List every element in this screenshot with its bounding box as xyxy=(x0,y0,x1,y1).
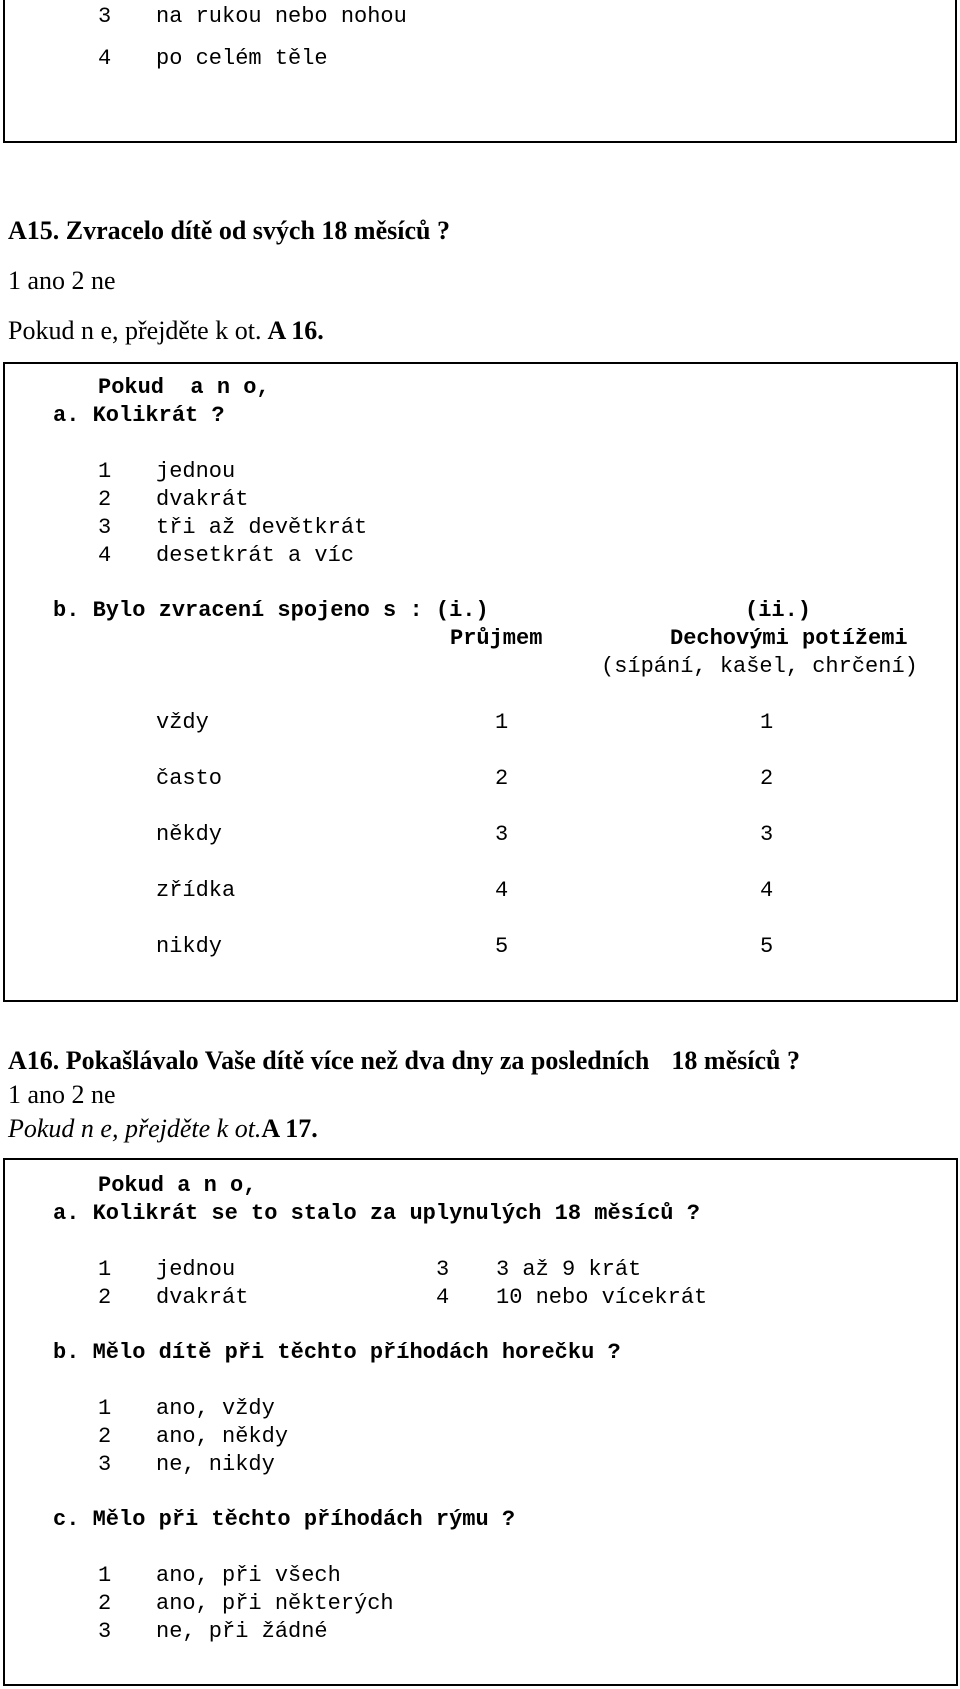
a15-qa-label: a. Kolikrát ? xyxy=(53,403,225,428)
a15-col-i-header: Průjmem xyxy=(450,626,543,651)
a15-col-ii-marker: (ii.) xyxy=(745,598,812,623)
frequency-row-label: vždy xyxy=(156,710,209,735)
frequency-row-col2: 5 xyxy=(760,934,774,959)
a16-qb-option-label: ano, vždy xyxy=(156,1396,275,1421)
a16-skip-instruction xyxy=(8,1116,318,1142)
a16-question xyxy=(8,1048,800,1074)
frequency-row-label: někdy xyxy=(156,822,223,847)
a16-question-text: A16. Pokašlávalo Vaše dítě více než dva dny za posledních xyxy=(8,1046,650,1075)
frequency-row-col1: 2 xyxy=(495,766,509,791)
a16-box-intro: Pokud a n o, xyxy=(98,1173,257,1198)
a16-skip-prefix: Pokud n e, přejděte k ot. xyxy=(8,1114,262,1143)
top-option-num: 4 xyxy=(98,46,112,71)
frequency-row-label: nikdy xyxy=(156,934,223,959)
a15-qa-option-num: 2 xyxy=(98,487,112,512)
a15-qa-option-num: 4 xyxy=(98,543,112,568)
a16-qc-option-num: 2 xyxy=(98,1591,112,1616)
a15-col-ii-header: Dechovými potížemi xyxy=(670,626,908,651)
a15-qa-option-label: desetkrát a víc xyxy=(156,543,355,568)
a15-col-ii-subheader: (sípání, kašel, chrčení) xyxy=(601,654,918,679)
a16-qa-label: a. Kolikrát se to stalo za uplynulých 18 měsíců ? xyxy=(53,1201,700,1226)
top-option-num: 3 xyxy=(98,4,112,29)
a16-qa-option-label: 10 nebo vícekrát xyxy=(496,1285,708,1310)
a16-qa-option-num: 3 xyxy=(436,1257,450,1282)
a16-qb-option-num: 3 xyxy=(98,1452,112,1477)
frequency-row-col2: 4 xyxy=(760,878,774,903)
a15-box-intro: Pokud a n o, xyxy=(98,375,270,400)
frequency-row-col1: 4 xyxy=(495,878,509,903)
a16-qb-option-label: ano, někdy xyxy=(156,1424,289,1449)
frequency-row-col1: 3 xyxy=(495,822,509,847)
frequency-row-col2: 2 xyxy=(760,766,774,791)
a15-qa-option-label: jednou xyxy=(156,459,236,484)
a16-qa-option-label: jednou xyxy=(156,1257,236,1282)
a16-qc-option-label: ne, při žádné xyxy=(156,1619,328,1644)
top-box-left-border xyxy=(3,0,5,143)
a15-qb-label: b. Bylo zvracení spojeno s : (i.) xyxy=(53,598,489,623)
a15-qa-option-label: tři až devětkrát xyxy=(156,515,368,540)
frequency-row-label: často xyxy=(156,766,223,791)
a16-question-tail: 18 měsíců ? xyxy=(671,1046,800,1075)
a16-qa-option-label: 3 až 9 krát xyxy=(496,1257,642,1282)
top-option-label: na rukou nebo nohou xyxy=(156,4,407,29)
a15-qa-option-label: dvakrát xyxy=(156,487,249,512)
a16-qb-option-num: 2 xyxy=(98,1424,112,1449)
a15-skip-target: A 16. xyxy=(267,316,324,345)
a16-qc-label: c. Mělo při těchto příhodách rýmu ? xyxy=(53,1507,516,1532)
top-box-right-border xyxy=(955,0,957,143)
frequency-row-col2: 1 xyxy=(760,710,774,735)
frequency-row-label: zřídka xyxy=(156,878,236,903)
top-option-label: po celém těle xyxy=(156,46,328,71)
a16-qc-option-num: 1 xyxy=(98,1563,112,1588)
a16-qa-option-label: dvakrát xyxy=(156,1285,249,1310)
a16-skip-target: A 17. xyxy=(261,1114,318,1143)
a16-qb-label: b. Mělo dítě při těchto příhodách horečku ? xyxy=(53,1340,621,1365)
a15-qa-option-num: 3 xyxy=(98,515,112,540)
a16-qc-option-label: ano, při některých xyxy=(156,1591,394,1616)
a15-qa-option-num: 1 xyxy=(98,459,112,484)
a16-qa-option-num: 2 xyxy=(98,1285,112,1310)
frequency-row-col2: 3 xyxy=(760,822,774,847)
a16-answers: 1 ano 2 ne xyxy=(8,1080,116,1109)
a15-answers: 1 ano 2 ne xyxy=(8,266,116,295)
a15-skip-prefix: Pokud n e, přejděte k ot. xyxy=(8,316,262,345)
a16-qc-option-label: ano, při všech xyxy=(156,1563,341,1588)
a16-qb-option-num: 1 xyxy=(98,1396,112,1421)
frequency-row-col1: 1 xyxy=(495,710,509,735)
a16-qb-option-label: ne, nikdy xyxy=(156,1452,275,1477)
a15-followup-box xyxy=(3,362,958,1002)
a15-skip-instruction xyxy=(8,318,324,344)
a15-question: A15. Zvracelo dítě od svých 18 měsíců ? xyxy=(8,216,450,245)
a16-qa-option-num: 4 xyxy=(436,1285,450,1310)
frequency-row-col1: 5 xyxy=(495,934,509,959)
a16-qc-option-num: 3 xyxy=(98,1619,112,1644)
a16-followup-box xyxy=(3,1158,958,1686)
top-box-bottom-border xyxy=(3,141,957,143)
a16-qa-option-num: 1 xyxy=(98,1257,112,1282)
